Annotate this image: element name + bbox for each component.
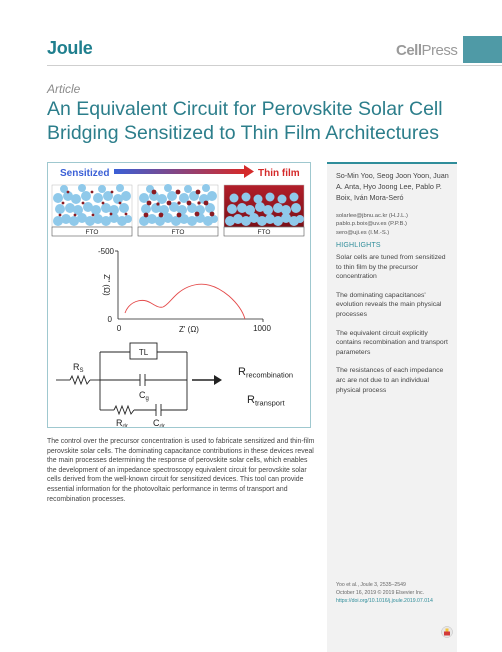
article-type-label: Article xyxy=(47,82,81,96)
output-arrow-head xyxy=(214,375,222,385)
rs-label: $R_S$ xyxy=(73,362,84,374)
panel-intermediate xyxy=(138,184,218,236)
citation-block xyxy=(336,582,454,605)
rdr-label: $R_{dr}$ xyxy=(116,418,128,427)
publisher-logo xyxy=(396,42,457,59)
summary-paragraph: The control over the precursor concentration is used to fabricate sensitized and thin-film perovskite solar cells. The dominating capacitance contributions in these devices reveal the main processes determining the response of perovskite solar cells, which enables the development of an impedance spectroscopy equivalent circuit for perovskite solar cells derived from the well-known circuit for sensitized devices. This tool can provide essential information for the photovoltaic performance in terms of transport and recombination processes. xyxy=(47,438,315,503)
fto-label-2: FTO xyxy=(171,229,185,236)
cg-label: $C_g$ xyxy=(139,390,149,402)
plot-y-tick-label-top: -500 xyxy=(97,247,114,256)
journal-logo: Joule xyxy=(47,38,93,58)
r-transport-label: $R_{transport}$ xyxy=(247,394,285,408)
doi-link[interactable]: https://doi.org/10.1016/j.joule.2019.07.014 xyxy=(336,597,433,604)
panel-sensitized xyxy=(52,184,132,236)
plot-y-axis-label: Z'' (Ω) xyxy=(102,274,111,296)
highlights-list xyxy=(336,253,452,404)
cdr-label: $C_{dr}$ xyxy=(153,418,165,427)
highlight-item: The equivalent circuit explicitly contains recombination and transport parameters xyxy=(336,329,448,356)
highlight-item: The resistances of each impedance arc are not due to an individual physical process xyxy=(336,367,444,394)
impedance-plot xyxy=(98,247,271,334)
header-accent-block xyxy=(463,36,502,63)
transition-arrow-head xyxy=(244,165,254,178)
circuit-labels xyxy=(73,348,293,427)
header-divider xyxy=(47,65,502,66)
thin-film-label: Thin film xyxy=(258,168,300,179)
highlights-heading: HIGHLIGHTS xyxy=(336,242,381,249)
citation-line: Yoo et al., Joule 3, 2535–2549 xyxy=(336,582,406,588)
rdr-resistor-symbol xyxy=(114,406,134,414)
sensitized-label: Sensitized xyxy=(60,168,110,179)
highlight-item: Solar cells are tuned from sensitized to thin film by the precursor concentration xyxy=(336,254,446,281)
publisher-bold: Cell xyxy=(396,42,422,59)
plot-x-tick-label-end: 1000 xyxy=(253,324,271,333)
email-link[interactable]: pablo.p.boix@uv.es (P.P.B.) xyxy=(336,221,407,228)
graphical-abstract xyxy=(47,162,311,428)
author-list: So-Min Yoo, Seog Joon Yoon, Juan A. Anta, Hyo Joong Lee, Pablo P. Boix, Iván Mora-Seró xyxy=(336,171,449,202)
corresponding-emails xyxy=(336,212,454,237)
article-title: An Equivalent Circuit for Perovskite Solar Cell Bridging Sensitized to Thin Film Architectures xyxy=(47,98,443,144)
fto-label-1: FTO xyxy=(85,229,99,236)
check-for-updates-icon[interactable] xyxy=(441,626,453,638)
rs-resistor-symbol xyxy=(70,376,90,384)
impedance-curve xyxy=(125,284,245,319)
tl-label: TL xyxy=(138,348,149,357)
plot-x-axis-label: Z' (Ω) xyxy=(179,325,199,334)
email-link[interactable]: solarlee@jbnu.ac.kr (H.J.L.) xyxy=(336,213,408,219)
plot-y-tick-label-zero: 0 xyxy=(107,315,112,324)
plot-x-tick-label-zero: 0 xyxy=(116,324,122,333)
fto-label-3: FTO xyxy=(257,229,271,236)
citation-date: October 16, 2019 © 2019 Elsevier Inc. xyxy=(336,589,425,596)
graphical-abstract-figure xyxy=(48,163,310,427)
highlight-item: The dominating capacitances' evolution reveals the main physical processes xyxy=(336,291,442,318)
transition-arrow-shaft xyxy=(114,169,244,174)
r-recombination-label: $R_{recombination}$ xyxy=(238,366,294,380)
panel-thin-film xyxy=(224,185,304,236)
publisher-light: Press xyxy=(421,42,458,59)
email-link[interactable]: sero@uji.es (I.M.-S.) xyxy=(336,229,390,236)
